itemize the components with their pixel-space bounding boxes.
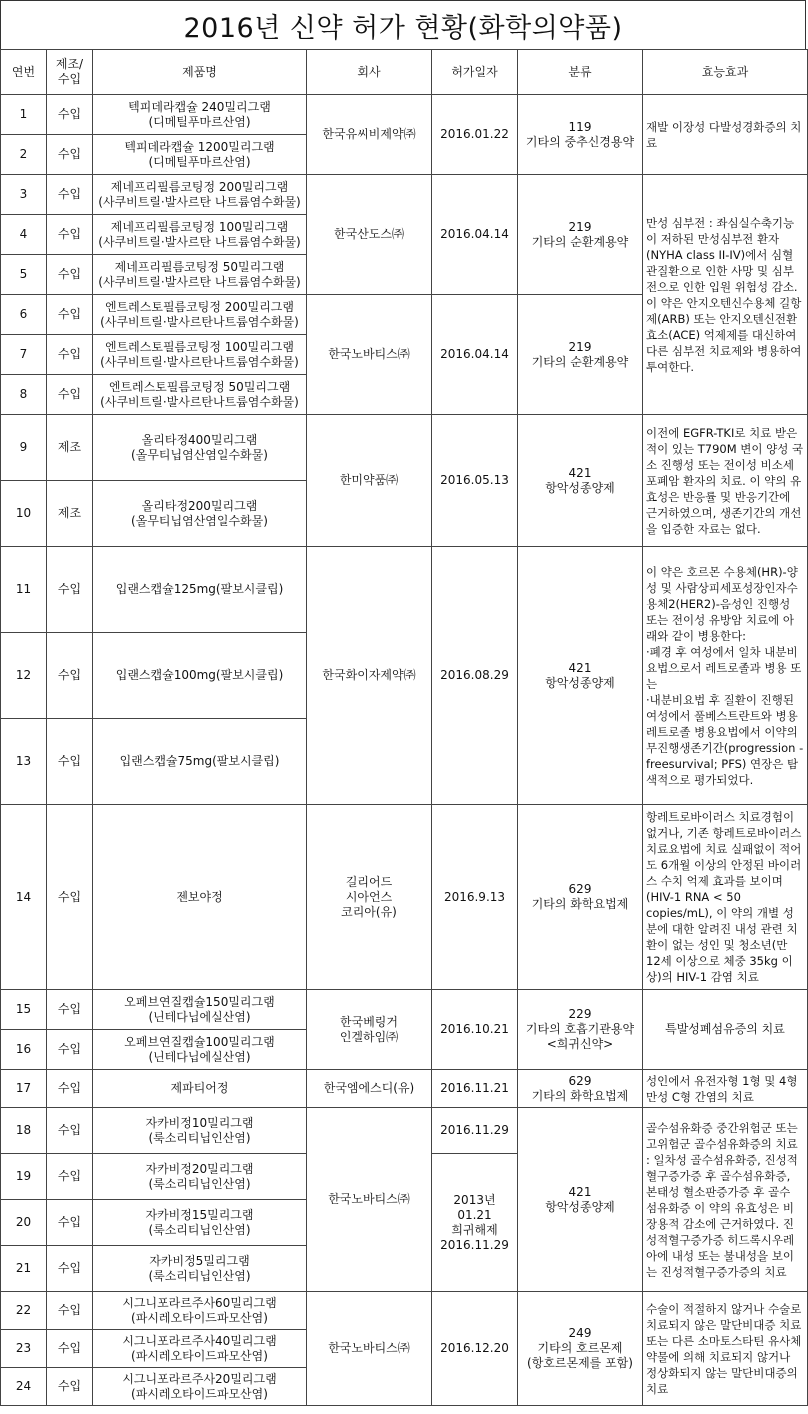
- row-no: 4: [1, 215, 47, 255]
- text-line: 특발성폐섬유증의 치료: [665, 1022, 785, 1036]
- text-line: (사쿠비트릴·발사르탄나트륨염수화물): [100, 354, 299, 369]
- text-line: 입랜스캡슐100mg(팔보시클립): [115, 668, 284, 682]
- row-category: [518, 295, 643, 415]
- header-effect: 효능효과: [643, 50, 808, 95]
- row-date: [432, 295, 518, 415]
- text-line: (파시레오타이드파모산염): [131, 1348, 268, 1363]
- table-row: [1, 547, 808, 633]
- row-effect: [643, 175, 808, 415]
- row-product: [93, 1154, 307, 1200]
- row-no: 11: [1, 547, 47, 633]
- row-no: 21: [1, 1246, 47, 1292]
- row-effect: [643, 95, 808, 175]
- row-product: [93, 375, 307, 415]
- row-company: [307, 805, 432, 990]
- row-type: 수입: [47, 1246, 93, 1292]
- row-company: [307, 547, 432, 805]
- row-no: 17: [1, 1070, 47, 1108]
- text-line: 421: [568, 1184, 592, 1199]
- text-line: 자카비정20밀리그램: [145, 1161, 254, 1176]
- text-line: 올리타정200밀리그램: [141, 498, 258, 513]
- text-line: 제조/: [55, 57, 84, 71]
- row-product: [93, 633, 307, 719]
- header-row: [1, 50, 808, 95]
- row-type: 수입: [47, 1154, 93, 1200]
- text-line: 2016.01.22: [440, 127, 509, 141]
- row-no: 23: [1, 1330, 47, 1368]
- row-product: [93, 415, 307, 481]
- text-line: 골수섬유화증 중간위험군 또는 고위험군 골수섬유화증의 치료 : 일차성 골수섬유화증, 진성적혈구증가증 후 골수섬유화증, 본태성 혈소판증가증 후 골수 섬유화증 이 약의 유효성은 비장용적 감소에 근거하였다. 진성적혈구증가증 히드록시우레아에 내성 또는 불내성을 보이는 진성적혈구증가증의 치료: [646, 1120, 798, 1279]
- row-company: [307, 1292, 432, 1406]
- row-product: [93, 719, 307, 805]
- text-line: 항악성종양제: [545, 675, 615, 690]
- text-line: 제네프리필름코팅정 50밀리그램: [114, 259, 285, 274]
- text-line: (파시레오타이드파모산염): [131, 1386, 268, 1401]
- row-no: 10: [1, 481, 47, 547]
- row-type: 수입: [47, 633, 93, 719]
- text-line: 01.21: [457, 1207, 492, 1222]
- row-type: 수입: [47, 135, 93, 175]
- text-line: 항악성종양제: [545, 1199, 615, 1214]
- row-no: 12: [1, 633, 47, 719]
- text-line: 시그니포라르주사20밀리그램: [122, 1371, 277, 1386]
- row-type: 수입: [47, 719, 93, 805]
- text-line: 수입: [57, 72, 82, 86]
- row-product: [93, 805, 307, 990]
- text-line: 제네프리필름코팅정 100밀리그램: [110, 219, 289, 234]
- row-date: [432, 1108, 518, 1154]
- row-date: [432, 990, 518, 1070]
- text-line: 제파티어정: [170, 1081, 229, 1095]
- text-line: (항호르몬제를 포함): [527, 1356, 633, 1370]
- text-line: (룩소리티닙인산염): [148, 1130, 251, 1145]
- text-line: 희귀해제: [451, 1222, 498, 1237]
- text-line: <희귀신약>: [546, 1037, 614, 1051]
- header-type: [47, 50, 93, 95]
- row-type: 수입: [47, 1292, 93, 1330]
- table-row: [1, 1292, 808, 1330]
- row-no: 15: [1, 990, 47, 1030]
- text-line: 입랜스캡슐75mg(팔보시클립): [119, 754, 280, 768]
- row-type: 수입: [47, 1330, 93, 1368]
- text-line: (파시레오타이드파모산염): [131, 1310, 268, 1325]
- row-product: [93, 1200, 307, 1246]
- text-line: 한국유씨비제약㈜: [322, 127, 416, 141]
- text-line: (사쿠비트릴·발사르탄 나트륨염수화물): [98, 234, 301, 249]
- row-no: 19: [1, 1154, 47, 1200]
- row-product: [93, 175, 307, 215]
- row-no: 14: [1, 805, 47, 990]
- text-line: 시아언스: [345, 889, 393, 904]
- row-product: [93, 481, 307, 547]
- text-line: (올무티닙염산염일수화물): [131, 513, 268, 528]
- row-date: [432, 1292, 518, 1406]
- row-date: [432, 1154, 518, 1292]
- approval-table: [0, 49, 808, 1406]
- text-line: 한국화이자제약㈜: [322, 668, 416, 682]
- text-line: 한미약품㈜: [339, 473, 399, 487]
- text-line: 219: [568, 219, 592, 234]
- text-line: 229: [568, 1007, 592, 1021]
- row-type: 수입: [47, 990, 93, 1030]
- text-line: 629: [568, 882, 592, 896]
- row-type: 수입: [47, 1200, 93, 1246]
- text-line: 2013년: [453, 1192, 496, 1207]
- table-row: [1, 175, 808, 215]
- header-no: 연번: [1, 50, 47, 95]
- text-line: 기타의 중추신경용약: [525, 134, 635, 149]
- text-line: 올리타정400밀리그램: [141, 432, 258, 447]
- header-date: 허가일자: [432, 50, 518, 95]
- text-line: 엔트레스토필름코팅정 50밀리그램: [108, 379, 291, 394]
- text-line: 2016.10.21: [440, 1022, 509, 1036]
- text-line: 한국노바티스㈜: [328, 1192, 410, 1206]
- text-line: 자카비정10밀리그램: [145, 1115, 254, 1130]
- row-type: 수입: [47, 255, 93, 295]
- text-line: 기타의 화학요법제: [531, 897, 629, 911]
- row-category: [518, 547, 643, 805]
- text-line: (닌테다닙에실산염): [148, 1009, 251, 1024]
- text-line: 기타의 화학요법제: [531, 1088, 629, 1103]
- text-line: 인겔하임㈜: [339, 1029, 399, 1044]
- row-no: 13: [1, 719, 47, 805]
- row-no: 22: [1, 1292, 47, 1330]
- text-line: (룩소리티닙인산염): [148, 1268, 251, 1283]
- row-category: [518, 1292, 643, 1406]
- row-no: 18: [1, 1108, 47, 1154]
- table-row: [1, 415, 808, 481]
- row-category: [518, 1070, 643, 1108]
- row-type: 수입: [47, 547, 93, 633]
- text-line: 2016.9.13: [443, 889, 506, 904]
- row-product: [93, 255, 307, 295]
- text-line: (사쿠비트릴·발사르탄나트륨염수화물): [100, 314, 299, 329]
- text-line: 한국노바티스㈜: [328, 347, 410, 361]
- text-line: (룩소리티닙인산염): [148, 1176, 251, 1191]
- row-effect: [643, 805, 808, 990]
- text-line: 오페브연질캡슐100밀리그램: [124, 1034, 275, 1049]
- text-line: 2016.05.13: [440, 473, 509, 487]
- row-effect: [643, 1070, 808, 1108]
- text-line: (올무티닙염산염일수화물): [131, 447, 268, 462]
- text-line: (디메틸푸마르산염): [148, 154, 251, 169]
- text-line: 시그니포라르주사40밀리그램: [122, 1333, 277, 1348]
- row-effect: [643, 1108, 808, 1292]
- text-line: 2016.12.20: [440, 1341, 509, 1355]
- text-line: (사쿠비트릴·발사르탄 나트륨염수화물): [98, 274, 301, 289]
- table-row: [1, 1108, 808, 1154]
- text-line: 항레트로바이러스 치료경험이 없거나, 기존 항레트로바이러스 치료요법에 치료 실패없이 적어도 6개월 이상의 안정된 바이러스 수치 억제 효과를 보이며 (HIV-1 RNA < 50 copies/mL), 이 약의 개별 성분에 대한 알려진 내성 관련 치환이 없는 성인 및 청소년(만 12세 이상으로 체중 35kg 이상)의 HIV-1 감염 치료: [646, 810, 802, 984]
- text-line: 629: [568, 1073, 592, 1088]
- row-type: 수입: [47, 375, 93, 415]
- row-company: [307, 990, 432, 1070]
- text-line: 제네프리필름코팅정 200밀리그램: [110, 179, 289, 194]
- row-product: [93, 1030, 307, 1070]
- row-type: 수입: [47, 1108, 93, 1154]
- text-line: 이전에 EGFR-TKI로 치료 받은 적이 있는 T790M 변이 양성 국소 진행성 또는 전이성 비소세포폐암 환자의 치료. 이 약의 유효성은 반응률 및 반응기간에 근거하였으며, 생존기간의 개선을 입증한 자료는 없다.: [646, 425, 804, 536]
- text-line: 2016.11.21: [440, 1081, 509, 1095]
- text-line: 421: [568, 660, 592, 675]
- row-no: 2: [1, 135, 47, 175]
- text-line: 2016.11.29: [440, 1237, 509, 1252]
- text-line: 자카비정15밀리그램: [145, 1207, 254, 1222]
- row-product: [93, 990, 307, 1030]
- row-date: [432, 547, 518, 805]
- text-line: 2016.08.29: [440, 668, 509, 682]
- row-product: [93, 1368, 307, 1406]
- row-no: 7: [1, 335, 47, 375]
- text-line: 한국엠에스디(유): [323, 1081, 415, 1095]
- row-effect: [643, 1292, 808, 1406]
- row-product: [93, 1292, 307, 1330]
- row-no: 5: [1, 255, 47, 295]
- text-line: 기타의 호르몬제: [537, 1341, 623, 1355]
- table-row: [1, 990, 808, 1030]
- row-type: 수입: [47, 1030, 93, 1070]
- row-product: [93, 1246, 307, 1292]
- text-line: 입랜스캡슐125mg(팔보시클립): [115, 582, 284, 596]
- text-line: 기타의 호흡기관용약: [525, 1022, 635, 1036]
- row-type: 수입: [47, 805, 93, 990]
- row-product: [93, 135, 307, 175]
- text-line: 이 약은 호르몬 수용체(HR)-양성 및 사람상피세포성장인자수용체2(HER2)-음성인 진행성 또는 전이성 유방암 치료에 아래와 같이 병용한다:: [646, 564, 798, 643]
- row-company: [307, 1070, 432, 1108]
- row-product: [93, 215, 307, 255]
- text-line: 219: [568, 339, 592, 354]
- table-row: [1, 95, 808, 135]
- row-effect: [643, 990, 808, 1070]
- text-line: 자카비정5밀리그램: [149, 1253, 250, 1268]
- text-line: ·내분비요법 후 질환이 진행된 여성에서 풀베스트란트와 병용 레트로졸 병용요법에서 이약의 무진행생존기간(progression - freesurvival; PFS) 연장은 탐색적으로 평가되었다.: [646, 692, 804, 787]
- row-product: [93, 1070, 307, 1108]
- text-line: 한국베링거: [340, 1014, 398, 1029]
- row-category: [518, 415, 643, 547]
- row-type: 제조: [47, 415, 93, 481]
- text-line: 젠보야정: [176, 889, 223, 904]
- row-effect: [643, 415, 808, 547]
- text-line: 한국노바티스㈜: [328, 1341, 410, 1355]
- row-date: [432, 175, 518, 295]
- text-line: 성인에서 유전자형 1형 및 4형 만성 C형 간염의 치료: [646, 1073, 798, 1104]
- text-line: ·폐경 후 여성에서 일차 내분비 요법으로서 레트로졸과 병용 또는: [646, 644, 802, 691]
- row-type: 수입: [47, 215, 93, 255]
- text-line: (사쿠비트릴·발사르탄 나트륨염수화물): [98, 194, 301, 209]
- row-no: 20: [1, 1200, 47, 1246]
- text-line: 재발 이장성 다발성경화증의 치료: [646, 119, 802, 150]
- text-line: 2016.11.29: [440, 1123, 509, 1137]
- text-line: (닌테다닙에실산염): [148, 1049, 251, 1064]
- row-type: 수입: [47, 95, 93, 135]
- row-no: 24: [1, 1368, 47, 1406]
- row-type: 수입: [47, 295, 93, 335]
- row-category: [518, 175, 643, 295]
- table-row: [1, 805, 808, 990]
- row-company: [307, 415, 432, 547]
- row-company: [307, 175, 432, 295]
- row-company: [307, 95, 432, 175]
- row-type: 수입: [47, 175, 93, 215]
- table-row: [1, 1070, 808, 1108]
- text-line: 421: [568, 465, 592, 480]
- row-product: [93, 547, 307, 633]
- text-line: 기타의 순환계용약: [531, 354, 629, 369]
- text-line: 길리어드: [345, 874, 393, 889]
- row-category: [518, 95, 643, 175]
- row-no: 9: [1, 415, 47, 481]
- text-line: 2016.04.14: [440, 347, 509, 361]
- row-category: [518, 805, 643, 990]
- row-company: [307, 1108, 432, 1292]
- row-product: [93, 95, 307, 135]
- row-product: [93, 295, 307, 335]
- text-line: 텍피데라캡슐 1200밀리그램: [124, 139, 275, 154]
- row-no: 8: [1, 375, 47, 415]
- row-company: [307, 295, 432, 415]
- row-product: [93, 1330, 307, 1368]
- row-date: [432, 1070, 518, 1108]
- text-line: 기타의 순환계용약: [531, 234, 629, 249]
- text-line: 한국산도스㈜: [334, 227, 404, 241]
- row-no: 1: [1, 95, 47, 135]
- row-date: [432, 805, 518, 990]
- text-line: 만성 심부전 : 좌심실수축기능이 저하된 만성심부전 환자(NYHA class II-IV)에서 심혈관질환으로 인한 사망 및 심부전으로 인한 입원 위험성 감소. 이 약은 안지오텐신수용체 길항제(ARB) 또는 안지오텐신전환효소(ACE) 억제제를 대신하여 다른 심부전 치료제와 병용하여투여한다.: [646, 215, 802, 374]
- row-effect: [643, 547, 808, 805]
- text-line: 엔트레스토필름코팅정 200밀리그램: [104, 299, 294, 314]
- text-line: 2016.04.14: [440, 227, 509, 241]
- text-line: 119: [568, 119, 592, 134]
- header-product: 제품명: [93, 50, 307, 95]
- row-category: [518, 1108, 643, 1292]
- row-type: 수입: [47, 335, 93, 375]
- text-line: 엔트레스토필름코팅정 100밀리그램: [104, 339, 294, 354]
- row-type: 제조: [47, 481, 93, 547]
- header-category: 분류: [518, 50, 643, 95]
- header-company: 회사: [307, 50, 432, 95]
- row-no: 16: [1, 1030, 47, 1070]
- row-type: 수입: [47, 1368, 93, 1406]
- row-date: [432, 95, 518, 175]
- row-no: 3: [1, 175, 47, 215]
- row-product: [93, 335, 307, 375]
- text-line: 시그니포라르주사60밀리그램: [122, 1295, 277, 1310]
- page-title: 2016년 신약 허가 현황(화학의약품): [0, 0, 806, 50]
- text-line: (룩소리티닙인산염): [148, 1222, 251, 1237]
- text-line: 코리아(유): [341, 904, 397, 919]
- text-line: (사쿠비트릴·발사르탄나트륨염수화물): [100, 394, 299, 409]
- text-line: 텍피데라캡슐 240밀리그램: [128, 99, 271, 114]
- row-category: [518, 990, 643, 1070]
- row-product: [93, 1108, 307, 1154]
- row-date: [432, 415, 518, 547]
- text-line: 오페브연질캡슐150밀리그램: [124, 994, 275, 1009]
- row-no: 6: [1, 295, 47, 335]
- text-line: 항악성종양제: [545, 480, 615, 495]
- text-line: (디메틸푸마르산염): [148, 114, 251, 129]
- row-type: 수입: [47, 1070, 93, 1108]
- text-line: 249: [568, 1326, 592, 1340]
- text-line: 수술이 적절하지 않거나 수술로 치료되지 않은 말단비대증 치료 또는 다른 소마토스타틴 유사체 약물에 의해 치료되지 않거나 정상화되지 않는 말단비대증의 치료: [646, 1301, 802, 1396]
